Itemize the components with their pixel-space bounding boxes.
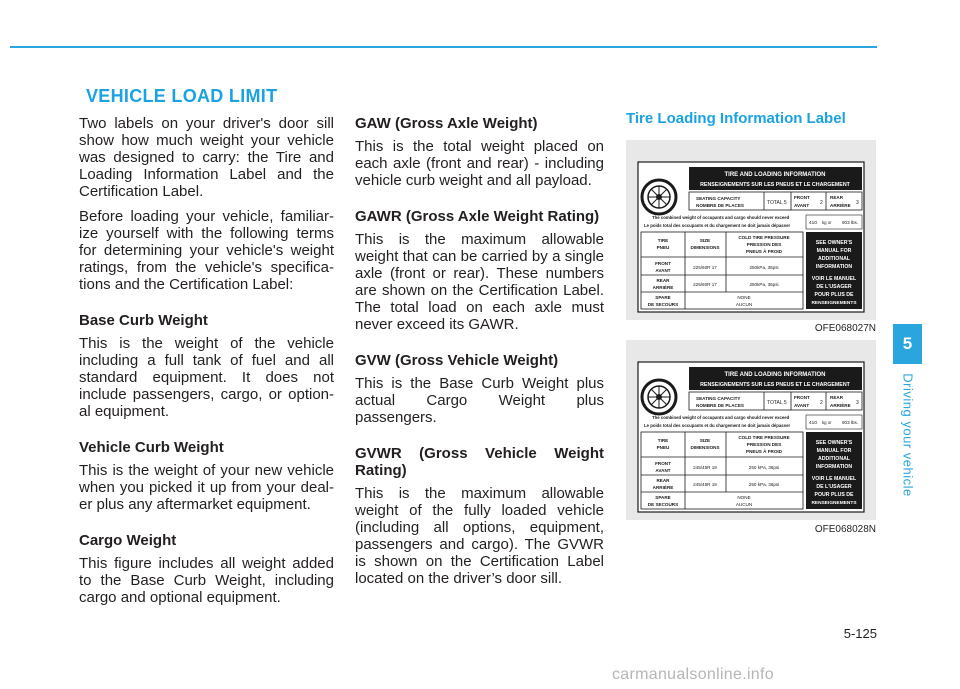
front-tire-size: 225/60R 17 [693, 265, 717, 270]
svg-text:NOMBRE DE PLACES: NOMBRE DE PLACES [696, 203, 744, 208]
svg-text:PRESSION DES: PRESSION DES [746, 242, 782, 247]
gvw-text: This is the Base Curb Weight plus actual Cargo Weight plus passengers. [355, 375, 604, 426]
column-middle [355, 115, 604, 595]
svg-text:SEATING CAPACITY: SEATING CAPACITY [696, 196, 741, 201]
front-tire-pressure: 250 kPa, 36psi [748, 465, 780, 470]
svg-text:RENSEIGNEMENTS SUR LES PNEUS E: RENSEIGNEMENTS SUR LES PNEUS ET LE CHARGEMENT [700, 382, 850, 388]
watermark: carmanualsonline.info [612, 666, 774, 683]
tire-label-title: Tire Loading Information Label [626, 110, 846, 127]
rear-tire-pressure: 250kPa, 36psi [749, 282, 779, 287]
svg-text:RENSEIGNEMENTS: RENSEIGNEMENTS [811, 301, 857, 306]
rear-tire-size: 245/45R 19 [693, 482, 717, 487]
svg-text:PNEU: PNEU [656, 445, 670, 450]
svg-text:ARRIÈRE: ARRIÈRE [652, 285, 674, 290]
svg-text:3: 3 [856, 400, 859, 406]
tire-loading-label-1 [626, 140, 876, 320]
svg-text:MANUAL FOR: MANUAL FOR [816, 248, 852, 254]
svg-text:SIZE: SIZE [699, 438, 711, 443]
svg-text:PNEUS À FROID: PNEUS À FROID [746, 249, 782, 254]
gaw-text: This is the total weight placed on each axle (front and rear) - including vehicle curb weight and all payload. [355, 138, 604, 189]
svg-text:TOTAL 5: TOTAL 5 [767, 200, 787, 206]
gvw-heading: GVW (Gross Vehicle Weight) [355, 352, 559, 369]
label-2-caption: OFE068028N [814, 524, 876, 535]
svg-text:FRONT: FRONT [655, 461, 671, 466]
svg-text:SPARE: SPARE [655, 295, 671, 300]
svg-text:VOIR LE MANUEL: VOIR LE MANUEL [811, 476, 857, 482]
svg-text:Le poids total des occupants e: Le poids total des occupants et du chargement ne doit jamais dépasser [644, 223, 791, 228]
svg-text:SEE OWNER'S: SEE OWNER'S [815, 440, 853, 446]
label-1-caption: OFE068027N [814, 323, 876, 334]
svg-text:COLD TIRE PRESSURE: COLD TIRE PRESSURE [738, 235, 790, 240]
svg-text:SEATING CAPACITY: SEATING CAPACITY [696, 396, 741, 401]
rear-tire-size: 225/60R 17 [693, 282, 717, 287]
svg-text:DE SECOURS: DE SECOURS [647, 302, 679, 307]
svg-text:SEE OWNER'S: SEE OWNER'S [815, 240, 853, 246]
svg-text:2: 2 [820, 200, 823, 206]
svg-text:PNEU: PNEU [656, 245, 670, 250]
front-tire-size: 245/45R 19 [693, 465, 717, 470]
svg-text:AUCUN: AUCUN [735, 502, 753, 507]
svg-text:SPARE: SPARE [655, 495, 671, 500]
intro-paragraph: Two labels on your driver's door sill show how much weight your vehicle was designed to carry: the Tire and Loading Information Label and the Certification Label. [79, 115, 334, 200]
svg-text:VOIR LE MANUEL: VOIR LE MANUEL [811, 276, 857, 282]
cargo-weight-heading: Cargo Weight [79, 532, 177, 549]
svg-text:903 lbs.: 903 lbs. [842, 420, 859, 425]
svg-text:TIRE AND LOADING INFORMATION: TIRE AND LOADING INFORMATION [724, 372, 826, 378]
svg-text:903 lbs.: 903 lbs. [842, 220, 859, 225]
svg-text:DE L'USAGER: DE L'USAGER [816, 484, 852, 490]
svg-text:NONE: NONE [737, 495, 751, 500]
svg-text:NOMBRE DE PLACES: NOMBRE DE PLACES [696, 403, 744, 408]
label-header-en: TIRE AND LOADING INFORMATION [724, 172, 826, 178]
vehicle-curb-weight-text: This is the weight of your new vehicle when you picked it up from your deal-er plus any aftermarket equipment. [79, 462, 334, 513]
svg-text:POUR PLUS DE: POUR PLUS DE [814, 292, 854, 298]
front-tire-pressure: 250kPa, 36psi [749, 265, 779, 270]
svg-text:PRESSION DES: PRESSION DES [746, 442, 782, 447]
familiarize-paragraph: Before loading your vehicle, familiar-ize yourself with the following terms for determining your vehicle's weight ratings, from the vehicle's specifica-tions and the Certification Label: [79, 208, 334, 293]
vehicle-curb-weight-heading: Vehicle Curb Weight [79, 439, 224, 456]
svg-text:kg or: kg or [822, 220, 832, 225]
cargo-weight-text: This figure includes all weight added to the Base Curb Weight, including cargo and optional equipment. [79, 555, 334, 606]
chapter-title-tab [893, 370, 922, 500]
svg-text:ADDITIONAL: ADDITIONAL [818, 256, 850, 262]
svg-text:AVANT: AVANT [655, 268, 671, 273]
gaw-heading: GAW (Gross Axle Weight) [355, 115, 538, 132]
svg-text:kg or: kg or [822, 420, 832, 425]
rear-tire-pressure: 250 kPa, 36psi [748, 482, 780, 487]
svg-text:410: 410 [809, 421, 818, 426]
svg-text:SIZE: SIZE [699, 238, 711, 243]
svg-text:REAR: REAR [830, 195, 844, 200]
base-curb-weight-heading: Base Curb Weight [79, 312, 208, 329]
svg-text:TIRE: TIRE [657, 438, 669, 443]
svg-text:AVANT: AVANT [655, 468, 671, 473]
svg-text:TOTAL 5: TOTAL 5 [767, 400, 787, 406]
gvwr-heading: GVWR (Gross Vehicle Weight Rating) [355, 445, 604, 479]
chapter-title: Driving your vehicle [900, 373, 915, 497]
chapter-number-tab: 5 [893, 324, 922, 364]
base-curb-weight-text: This is the weight of the vehicle including a full tank of fuel and all standard equipment. It does not include passengers, cargo, or option-al equipment. [79, 335, 334, 420]
page-number: 5-125 [843, 626, 877, 641]
svg-text:The combined weight of occupan: The combined weight of occupants and cargo should never exceed [652, 215, 790, 220]
svg-text:RENSEIGNEMENTS: RENSEIGNEMENTS [811, 501, 857, 506]
svg-text:POUR PLUS DE: POUR PLUS DE [814, 492, 854, 498]
svg-text:TIRE: TIRE [657, 238, 669, 243]
svg-text:INFORMATION: INFORMATION [815, 464, 853, 470]
svg-text:DE L'USAGER: DE L'USAGER [816, 284, 852, 290]
svg-text:COLD TIRE PRESSURE: COLD TIRE PRESSURE [738, 435, 790, 440]
svg-text:PNEUS À FROID: PNEUS À FROID [746, 449, 782, 454]
svg-text:REAR: REAR [656, 278, 670, 283]
column-left [79, 115, 334, 614]
gawr-heading: GAWR (Gross Axle Weight Rating) [355, 208, 600, 225]
svg-text:ARRIÈRE: ARRIÈRE [830, 403, 851, 408]
gvwr-text: This is the maximum allowable weight of the fully loaded vehicle (including all options, equipment, passengers and cargo). The GVWR is shown on the Certification Label located on the driver’s door sill. [355, 485, 604, 587]
svg-text:2: 2 [820, 400, 823, 406]
svg-text:FRONT: FRONT [655, 261, 671, 266]
svg-text:Le poids total des occupants e: Le poids total des occupants et du chargement ne doit jamais dépasser [644, 423, 791, 428]
svg-text:AUCUN: AUCUN [735, 302, 753, 307]
svg-text:MANUAL FOR: MANUAL FOR [816, 448, 852, 454]
svg-text:ARRIÈRE: ARRIÈRE [830, 203, 851, 208]
tire-label-2-graphic [626, 340, 876, 520]
svg-text:INFORMATION: INFORMATION [815, 264, 853, 270]
label-header-fr: RENSEIGNEMENTS SUR LES PNEUS ET LE CHARGEMENT [700, 182, 850, 188]
svg-text:ADDITIONAL: ADDITIONAL [818, 456, 850, 462]
svg-text:AVANT: AVANT [794, 203, 810, 208]
section-title: VEHICLE LOAD LIMIT [86, 86, 278, 106]
svg-text:NONE: NONE [737, 295, 751, 300]
svg-text:The combined weight of occupan: The combined weight of occupants and cargo should never exceed [652, 415, 790, 420]
gawr-text: This is the maximum allowable weight that can be carried by a single axle (front or rear). These numbers are shown on the Certification Label. The total load on each axle must never exceed its GAWR. [355, 231, 604, 333]
svg-text:AVANT: AVANT [794, 403, 810, 408]
tire-loading-label-2 [626, 340, 876, 520]
svg-text:410: 410 [809, 221, 818, 226]
header-rule [10, 46, 877, 48]
svg-text:FRONT: FRONT [794, 395, 810, 400]
svg-text:3: 3 [856, 200, 859, 206]
tire-label-1-graphic [626, 140, 876, 320]
svg-text:DE SECOURS: DE SECOURS [647, 502, 679, 507]
svg-text:DIMENSIONS: DIMENSIONS [690, 245, 720, 250]
svg-text:FRONT: FRONT [794, 195, 810, 200]
svg-text:REAR: REAR [656, 478, 670, 483]
svg-text:REAR: REAR [830, 395, 844, 400]
svg-text:ARRIÈRE: ARRIÈRE [652, 485, 674, 490]
svg-text:DIMENSIONS: DIMENSIONS [690, 445, 720, 450]
